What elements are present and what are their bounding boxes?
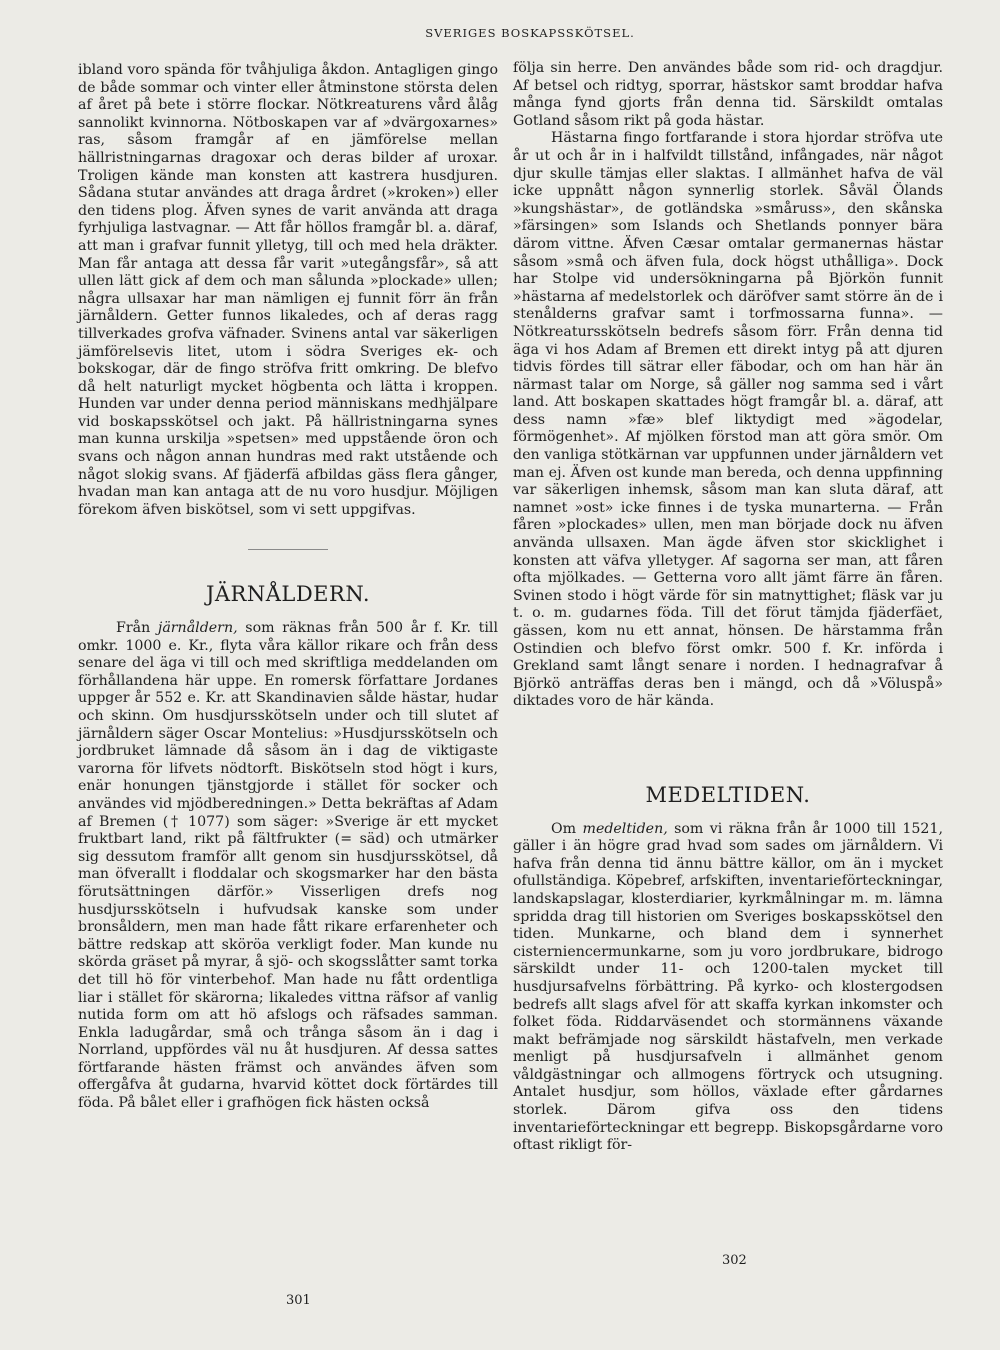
left-column: [78, 62, 498, 1113]
section-title-medeltiden: MEDELTIDEN.: [645, 782, 811, 807]
running-header: SVERIGES BOSKAPSSKÖTSEL.: [425, 26, 635, 40]
section-lead-paragraph: [513, 821, 943, 1155]
lead-text: Från: [116, 620, 158, 637]
body-paragraph: följa sin herre. Den användes både som rid- och dragdjur. Af betsel och ridtyg, sporrar, hästskor samt broddar hafva många fynd gjorts från denna tid. Särskildt omtalas Gotland såsom rikt på goda hästar.: [513, 60, 943, 129]
page-number-right: 302: [722, 1253, 747, 1268]
body-paragraph: Hästarna fingo fortfarande i stora hjordar ströfva ute år ut och år in i halfvildt tillstånd, infångades, när något djur skulle tämjas eller slaktas. I allmänhet hafva de väl icke uppnått någon synnerlig storlek. Såväl Ölands »kungshästar», de gotländska »småruss», den skånska »färsingen» som Islands och Shetlands ponnyer bära därom vittne. Äfven Cæsar omtalar germanernas hästar såsom »små och äfven fula, dock högst uthålliga». Dock har Stolpe vid undersökningarna på Björkön funnit »hästarna af medelstorlek och däröfver samt större än de i stenålderns grafvar samt i torfmossarna funna». — Nötkreatursskötseln bedrefs såsom förr. Från denna tid äga vi hos Adam af Bremen ett direkt intyg på att djuren tidvis fördes till sätrar eller fäbodar, och om han här än närmast talar om Norge, så gäller nog samma sed i vårt land. Att boskapen skattades högt framgår bl. a. däraf, att dess namn »fæ» blef liktydigt med »ägodelar, förmögenhet». Af mjölken förstod man att göra smör. Om den vanliga stötkärnan var uppfunnen under järnåldern vet man ej. Äfven ost kunde man bereda, och denna uppfinning var säkerligen inhemsk, såsom man kan sluta däraf, att namnet »ost» icke finnes i de tyska munarterna. — Från fåren »plockades» ullen, men man började dock nu äfven använda ullsaxen. Man ägde äfven stor skicklighet i konsten att väfva ylletyger. Af sagorna ser man, att fåren ofta mjölkades. — Getterna voro allt jämt färre än fåren. Svinen stodo i högt värde för sin matnyttighet; fläsk var ju t. o. m. gudarnes föda. Till det förut tämjda fjäderfäet, gässen, kom nu ett annat, hönsen. De härstamma från Ostindien och blefvo först omkr. 500 f. Kr. införda i Grekland samt långt senare i norden. I hednagrafvar å Björkö anträffas deras ben i mängd, och då »Völuspå» diktades voro de här kända.: [513, 130, 943, 710]
lead-text: som räknas från 500 år f. Kr. till omkr. 1000 e. Kr., flyta våra källor rikare och från dess senare del äga vi till och med skriftliga meddelanden om förhållandena här uppe. En romersk författare Jordanes uppger år 552 e. Kr. att Skandinavien sålde hästar, hudar och skinn. Om husdjursskötseln under och till slutet af järnåldern säger Oscar Montelius: »Husdjursskötseln och jordbruket lämnade då såsom än i dag de viktigaste varorna för lifvets nödtorft. Biskötseln stod högt i kurs, enär honungen tjänstgjorde i stället för socker och användes vid mjödberedningen.» Detta bekräftas af Adam af Bremen († 1077) som säger: »Sverige är ett mycket fruktbart land, rikt på fältfrukter (= säd) och utmärker sig dessutom framför allt genom sin husdjursskötsel, då man öfverallt i floddalar och skogsmarker har den bästa förutsättningen därför.» Visserligen drefs nog husdjursskötseln i hufvudsak kanske som under bronsåldern, men man hade fått rikare erfarenheter och bättre redskap att sköröa verkligt foder. Man kunde nu skörda gräset på myrar, å sjö- och skogsslåtter samt torka det till hö för vinterbehof. Man hade nu fått ordentliga liar i stället för skärorna; likaledes vittna räfsor af vanlig nutida form om att hö afslogs och räfsades samman. Enkla ladugårdar, små och trånga såsom än i dag i Norrland, uppfördes väl nu åt husdjuren. Af dessa sattes förtfarande hästen främst och användes äfven som offergåfva åt gudarna, hvarvid köttet dock förtärdes till föda. På bålet eller i grafhögen fick hästen också: [78, 620, 498, 1112]
body-paragraph: ibland voro spända för tvåhjuliga åkdon. Antagligen gingo de både sommar och vinter eller åtminstone största delen af året på bete i större flockar. Nötkreaturens vård ålåg sannolikt kvinnorna. Nötboskapen var af »dvärgoxarnes» ras, såsom framgår af en jämförelse mellan hällristningarnas dragoxar och deras bilder af uroxar. Troligen kände man konsten att kastrera husdjuren. Sådana stutar användes att draga årdret (»kroken») eller den tidens plog. Äfven synes de varit använda att draga fyrhjuliga lastvagnar. — Att får höllos framgår bl. a. däraf, att man i grafvar funnit ylletyg, till och med hela dräkter. Man får antaga att dessa får varit »utegångsfår», så att ullen lätt gick af dem och man sålunda »plockade» ullen; några ullsaxar har man nämligen ej funnit förr än från järnåldern. Getter funnos likaledes, och af deras ragg tillverkades grofva väfnader. Svinens antal var säkerligen jämförelsevis litet, utom i södra Sveriges ek- och bokskogar, där de fingo ströfva fritt omkring. De blefvo då helt naturligt mycket högbenta och lätta i kroppen. Hunden var under denna period människans medhjälpare vid boskapsskötsel och jakt. På hällristningarna synes man kunna urskilja »spetsen» med uppstående öron och svans och någon annan hundras med rakt utstående och något slokig svans. Af fjäderfä afbildas gäss flera gånger, hvadan man kan antaga att de nu voro husdjur. Möjligen förekom äfven biskötsel, som vi sett uppgifvas.: [78, 62, 498, 518]
lead-emphasis: järnåldern,: [157, 620, 238, 637]
lead-text: som vi räkna från år 1000 till 1521, gäller i än högre grad hvad som sades om järnåldern. Vi hafva från denna tid ännu bättre källor, om än i mycket ofullständiga. Köpebref, arfskiften, inventarieförteckningar, landskapslagar, klosterdiarier, kyrkmålningar m. m. lämna spridda drag till historien om Sveriges boskapsskötsel den tiden. Munkarne, och bland dem i synnerhet cisterniencermunkarne, som ju voro jordbrukare, bidrogo särskildt under 11- och 1200-talen mycket till husdjursafvelns förbättring. På kyrko- och klostergodsen bedrefs allt slags afvel för att skaffa kyrkan inkomster och folket föda. Riddarväsendet och stormännens växande makt befrämjade nog särskildt hästafveln, men verkade menligt på husdjursafveln i allmänhet genom våldgästningar och allmogens förtryck och utsugning. Antalet husdjur, som höllos, växlade efter gårdarnes storlek. Därom gifva oss den tidens inventarieförteckningar ett begrepp. Biskopsgårdarne voro oftast rikligt för-: [513, 820, 943, 1154]
section-divider: [248, 549, 328, 550]
lead-text: Om: [551, 820, 583, 837]
page-number-left: 301: [286, 1293, 311, 1308]
section-title-jarnaldern: JÄRNÅLDERN.: [205, 582, 371, 607]
section-lead-paragraph: [78, 620, 498, 1113]
lead-emphasis: medeltiden,: [582, 820, 668, 837]
right-column: [513, 60, 943, 1155]
